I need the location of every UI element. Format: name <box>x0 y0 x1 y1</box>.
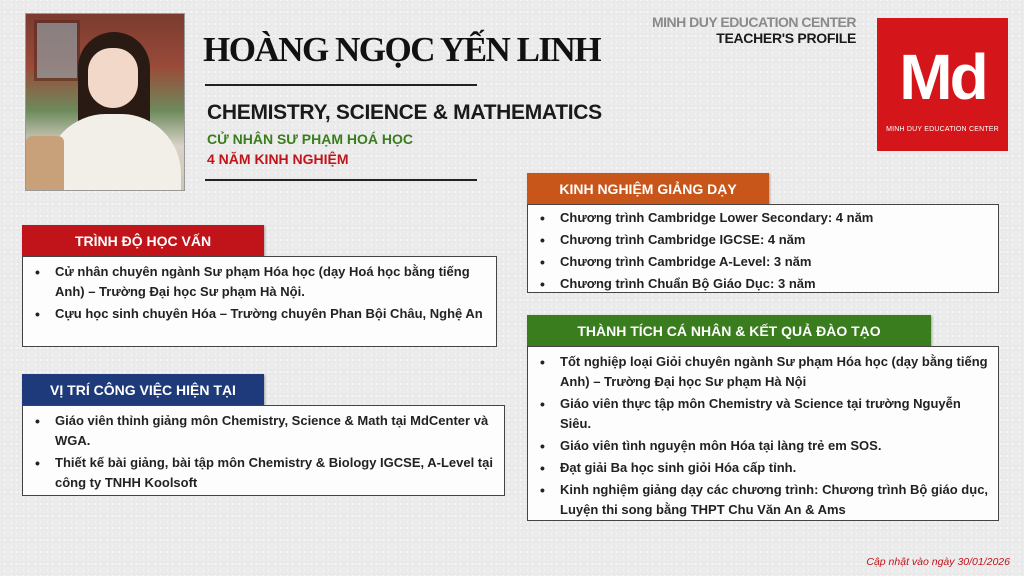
achievements-box <box>527 346 999 521</box>
list-item: • Giáo viên thực tập môn Chemistry và Science tại trường Nguyễn Siêu. <box>560 394 990 434</box>
list-item: • Thiết kế bài giảng, bài tập môn Chemistry & Biology IGCSE, A-Level tại công ty TNHH Koolsoft <box>55 453 496 493</box>
document-type: TEACHER'S PROFILE <box>716 30 856 46</box>
photo-face <box>88 48 138 108</box>
current-position-title: VỊ TRÍ CÔNG VIỆC HIỆN TẠI <box>50 381 236 398</box>
list-item: • Giáo viên tình nguyện môn Hóa tại làng trẻ em SOS. <box>560 436 990 456</box>
education-box <box>22 256 497 347</box>
list-item: • Chương trình Cambridge Lower Secondary: 4 năm <box>560 208 990 228</box>
updated-date: Cập nhật vào ngày 30/01/2026 <box>866 556 1010 568</box>
list-item: • Đạt giải Ba học sinh giỏi Hóa cấp tỉnh. <box>560 458 990 478</box>
teaching-experience-title: KINH NGHIỆM GIẢNG DẠY <box>559 180 737 197</box>
teaching-experience-header <box>527 173 769 204</box>
center-name: MINH DUY EDUCATION CENTER <box>652 14 856 30</box>
headline-divider <box>205 179 477 181</box>
center-heading <box>652 14 856 46</box>
list-item: • Kinh nghiệm giảng dạy các chương trình: Chương trình Bộ giáo dục, Luyện thi song bằng THPT Chu Văn An & Ams <box>560 480 990 520</box>
teacher-name: HOÀNG NGỌC YẾN LINH <box>203 30 601 69</box>
achievements-header <box>527 315 931 346</box>
teaching-experience-box <box>527 204 999 293</box>
logo-tagline: MINH DUY EDUCATION CENTER <box>886 126 999 133</box>
list-item: • Chương trình Chuẩn Bộ Giáo Dục: 3 năm <box>560 274 990 294</box>
education-title: TRÌNH ĐỘ HỌC VẤN <box>74 232 212 249</box>
degree-label: CỬ NHÂN SƯ PHẠM HOÁ HỌC <box>207 131 414 147</box>
teaching-subjects: CHEMISTRY, SCIENCE & MATHEMATICS <box>207 101 602 124</box>
teacher-photo <box>25 13 185 191</box>
list-item: • Chương trình Cambridge A-Level: 3 năm <box>560 252 990 272</box>
current-position-box <box>22 405 505 496</box>
list-item: • Chương trình Cambridge IGCSE: 4 năm <box>560 230 990 250</box>
name-underline <box>205 84 477 86</box>
achievements-title: THÀNH TÍCH CÁ NHÂN & KẾT QUẢ ĐÀO TẠO <box>577 322 881 339</box>
list-item: • Cử nhân chuyên ngành Sư phạm Hóa học (dạy Hoá học bằng tiếng Anh) – Trường Đại học Sư phạm Hà Nội. <box>55 262 488 302</box>
experience-label: 4 NĂM KINH NGHIỆM <box>207 151 349 167</box>
photo-background-window <box>34 20 80 81</box>
education-header <box>22 225 264 256</box>
logo-mark: Md <box>899 41 986 113</box>
photo-sweater <box>46 114 181 191</box>
photo-bag <box>26 136 64 191</box>
list-item: • Giáo viên thỉnh giảng môn Chemistry, Science & Math tại MdCenter và WGA. <box>55 411 496 451</box>
list-item: • Tốt nghiệp loại Giỏi chuyên ngành Sư phạm Hóa học (dạy bằng tiếng Anh) – Trường Đại học Sư phạm Hà Nội <box>560 352 990 392</box>
list-item: • Cựu học sinh chuyên Hóa – Trường chuyên Phan Bội Châu, Nghệ An <box>55 304 488 324</box>
current-position-header <box>22 374 264 405</box>
md-logo <box>877 18 1008 151</box>
